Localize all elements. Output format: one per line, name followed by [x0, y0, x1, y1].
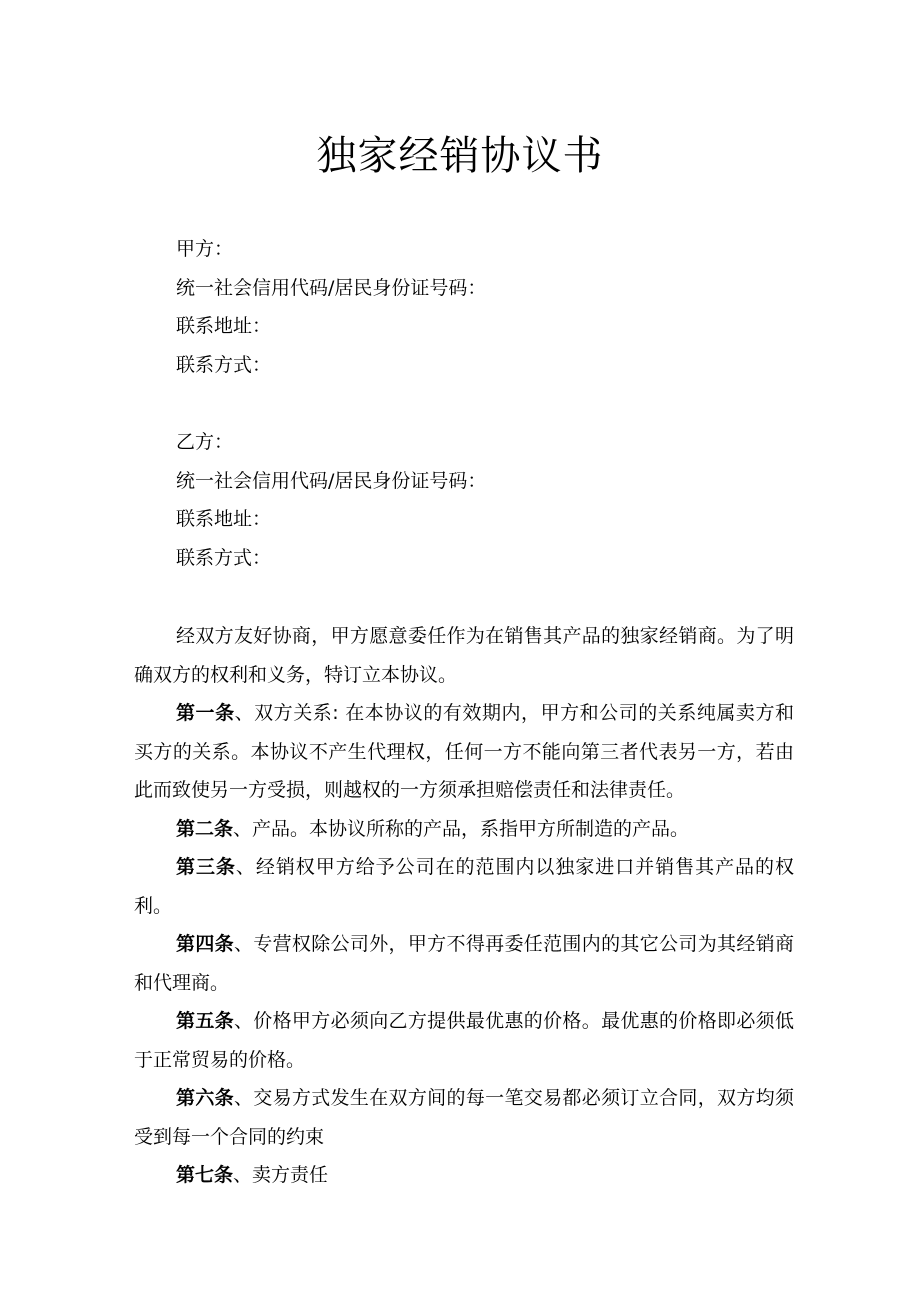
article-text: 、专营权除公司外，甲方不得再委任范围内的其它公司为其经销商和代理商。: [134, 933, 794, 994]
article-4: [134, 925, 794, 1002]
article-7: [134, 1156, 794, 1195]
article-2: [134, 810, 794, 849]
party-b-address-label: 联系地址：: [176, 508, 272, 530]
party-b-id-label: 统一社会信用代码/居民身份证号码：: [176, 469, 487, 492]
party-b-block: [176, 423, 486, 577]
article-number: 第六条: [176, 1087, 234, 1109]
party-a-address-label: 联系地址：: [176, 315, 272, 337]
article-text: 、产品。本协议所称的产品，系指甲方所制造的产品。: [233, 817, 690, 840]
intro-paragraph: 经双方友好协商，甲方愿意委任作为在销售其产品的独家经销商。为了明确双方的权利和义务，特订立本协议。: [134, 625, 794, 686]
party-a-name-label: 甲方：: [176, 238, 234, 260]
article-number: 第二条: [176, 817, 234, 840]
article-text: 、价格甲方必须向乙方提供最优惠的价格。最优惠的价格即必须低于正常贸易的价格。: [134, 1010, 794, 1071]
article-text: 、卖方责任: [233, 1164, 329, 1186]
party-a-contact-label: 联系方式：: [176, 353, 272, 376]
article-number: 第三条: [176, 856, 236, 878]
article-number: 第五条: [176, 1010, 234, 1032]
article-5: [134, 1002, 794, 1079]
party-b-contact-label: 联系方式：: [176, 546, 272, 569]
article-text: 、经销权甲方给予公司在的范围内以独家进口并销售其产品的权利。: [134, 856, 794, 917]
article-number: 第四条: [176, 933, 234, 955]
party-b-name-label: 乙方：: [176, 431, 234, 453]
document-title: 独家经销协议书: [316, 133, 604, 179]
article-number: 第七条: [176, 1164, 234, 1186]
agreement-body: [134, 617, 794, 1195]
article-6: [134, 1079, 794, 1156]
article-3: [134, 848, 794, 925]
party-a-block: [176, 230, 486, 384]
article-number: 第一条: [176, 702, 235, 724]
article-text: 、双方关系: 在本协议的有效期内，甲方和公司的关系纯属卖方和买方的关系。本协议不产生代理权，任何一方不能向第三者代表另一方，若由此而致使另一方受损，则越权的一方须承担赔偿责任和法律责任。: [134, 702, 794, 801]
article-1: [134, 694, 794, 810]
party-a-id-label: 统一社会信用代码/居民身份证号码：: [176, 276, 487, 299]
article-text: 、交易方式发生在双方间的每一笔交易都必须订立合同，双方均须受到每一个合同的约束: [134, 1087, 794, 1148]
